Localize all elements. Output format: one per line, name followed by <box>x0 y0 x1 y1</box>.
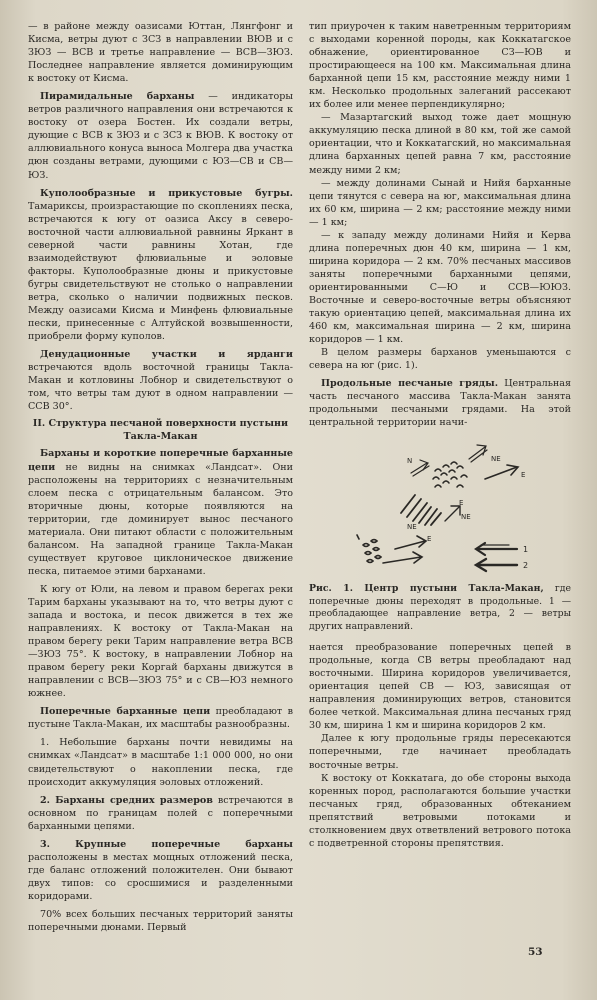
legend-arrow-2 <box>476 559 517 571</box>
term-transverse-chains: Поперечные барханные цепи <box>40 706 211 718</box>
label-e-right: E <box>521 471 526 480</box>
paragraph-pyramidal-dunes <box>28 90 293 181</box>
label-e-mid: E <box>459 499 464 508</box>
paragraph-transverse-chains <box>28 705 293 731</box>
right-column <box>309 20 571 850</box>
text-medium-barchans: встречаются в основном по границам полей с поперечными барханными цепями. <box>28 794 293 832</box>
label-ne-top: NE <box>491 455 501 464</box>
label-ne-left: NE <box>407 523 417 532</box>
page-number: 53 <box>528 946 543 958</box>
text-transverse-chains: преобладают в пустыне Такла-Макан, их масштабы разнообразны. <box>28 706 293 731</box>
filled-arrow-mid <box>445 506 460 521</box>
paragraph-transformation: нается преобразование поперечных цепей в продольные, когда СВ ветры преобладают над восточными. Ширина коридоров увеличивается, ориентация цепей СВ — ЮЗ, зависящая от направления доминирующих ветров, становится более четкой. Максимальная длина песчаных гряд 30 км, ширина 1 км и ширина коридоров 2 км. <box>309 642 571 732</box>
left-column <box>28 20 293 934</box>
outline-arrow-top <box>411 460 429 476</box>
legend-label-1: 1 <box>523 545 529 555</box>
paragraph-east-koktag: К востоку от Коккатага, до обе стороны выхода коренных пород, располагаются большие участки песчаных гряд, образованных обтеканием препятствий ветровыми потоками и столкновением двух ответвлений ветрового потока с подветренной стороны препятствия. <box>309 772 571 849</box>
paragraph-south-crossing: Далее к югу продольные гряды пересекаются поперечными, где начинает преобладать восточные ветры. <box>309 733 571 771</box>
paragraph-yardangs <box>28 348 293 413</box>
dune-cluster-middle <box>401 495 441 525</box>
outline-arrow-ne <box>469 445 487 462</box>
label-n: N <box>407 457 413 466</box>
paragraph-medium-barchans <box>28 794 293 833</box>
paragraph-tarim: К югу от Юли, на левом и правом берегах реки Тарим барханы указывают на то, что ветры дуют с запада и востока, и песок движется в тех же направлениях. К востоку от Такла-Макан на правом берегу реки Тарим направление ветра ВСВ—ЗЮЗ 75°. К востоку, в направлении Лобнор на правом берегу реки Коргай барханы движутся в направлении с ВСВ—ЗЮЗ 75° и с СВ—ЮЗ немного южнее. <box>28 583 293 700</box>
paragraph-dome-hillocks <box>28 187 293 344</box>
paragraph-large-barchans <box>28 838 293 903</box>
caption-title: Рис. 1. Центр пустыни Такла-Макан, <box>309 583 544 595</box>
paragraph-oases-winds: — в районе между оазисами Юттан, Лянгфонг и Кисма, ветры дуют с ЗСЗ в направлении ВЮВ и с ЗЮЗ — ВСВ и третье направление — ВСВ—ЗЮЗ. Последнее направление является доминирующим к востоку от Кисма. <box>28 21 293 85</box>
dune-cluster-top <box>433 462 467 487</box>
paragraph-koktag: тип приурочен к таким наветренным территориям с выходами коренной породы, как Коккатагское обнажение, ориентированное СЗ—ЮВ и простирающееся на 100 км. Максимальная длина барханной цепи 15 км, расстояние между ними 1 км. Несколько продольных залеганий рассекают их более или менее перпендикулярно; <box>309 21 571 111</box>
paragraph-mazartag: — Мазартагский выход тоже дает мощную аккумуляцию песка длиной в 80 км, той же самой ориентации, что и Коккатагский, но максимальная длина барханных цепей равна 7 км, расстояние между ними 2 км; <box>309 112 571 176</box>
paragraph-small-barchans: 1. Небольшие барханы почти невидимы на снимках «Ландсат» в масштабе 1:1 000 000, но они свидетельствуют о накоплении песка, где происходит аккумуляция эоловых отложений. <box>28 737 293 788</box>
term-longitudinal-ridges: Продольные песчаные гряды. <box>321 378 499 390</box>
label-ne-mid: NE <box>461 513 471 522</box>
section-heading: II. Структура песчаной поверхности пустыни Такла-Макан <box>32 418 289 443</box>
filled-arrow-right <box>485 465 518 479</box>
term-dome-hillocks: Куполообразные и прикустовые бугры. <box>40 187 293 199</box>
term-yardangs: Денудационные участки и ярданги <box>40 349 293 361</box>
label-e-bottom: E <box>427 535 432 544</box>
text-pyramidal-dunes: — индикаторы ветров различного направления они встречаются к востоку от озера Бостен. Их создали ветры, дующие с ВСВ к ЗЮЗ и с ЗСЗ к ВЮВ. К востоку от аллювиального конуса выноса Молгера два участка дюн созданы ветрами, дующими с ЮЗ—СВ и СВ—ЮЗ. <box>28 91 293 181</box>
figure-caption <box>309 583 571 633</box>
paragraph-longitudinal-ridges <box>309 377 571 429</box>
term-large-barchans: 3. Крупные поперечные барханы <box>40 838 293 850</box>
text-longitudinal-ridges: Центральная часть песчаного массива Такла-Макан занята продольными песчаными грядами. На этой центральной территории начи- <box>309 378 571 429</box>
paragraph-seventy-percent: 70% всех больших песчаных территорий заняты поперечными дюнами. Первый <box>28 909 293 934</box>
caption-text <box>309 583 571 633</box>
text-yardangs: встречаются вдоль восточной границы Такла-Макан и котловины Лобнор и свидетельствуют о том, что ветры там дуют в одном направлении — ССВ 30°. <box>28 362 293 413</box>
term-medium-barchans: 2. Барханы средних размеров <box>40 794 213 806</box>
text-barchans: не видны на снимках «Ландсат». Они расположены на территориях с незначительным слоем песка с отрицательным балансом. Это вторичные дюны, которые появляются на территории, где доминирует вынос песчаного материала. Они питают области с положительным балансом. На западной границе Такла-Макан существует круговое циклоническое движение песка, питаемое этими барханами. <box>28 461 293 577</box>
dune-arrows-diagram <box>309 437 571 577</box>
figure-dune-diagram <box>309 437 571 577</box>
paragraph-niya-kerva: — к западу между долинами Нийя и Керва длина поперечных дюн 40 км, ширина — 1 км, ширина коридора — 2 км. 70% песчаных массивов заняты поперечными барханными цепями, ориентированными С—Ю и ССВ—ЮЮЗ. Восточные и северо-восточные ветры объясняют такую ориентацию цепей, максимальная длина их 460 км, максимальная ширина — 2 км, ширина коридоров — 1 км. <box>309 229 571 346</box>
legend-arrow-1 <box>476 543 517 555</box>
caption-body: где поперечные дюны переходят в продольные. 1 — преобладающее направление ветра, 2 — ветры других направлений. <box>309 583 571 632</box>
paragraph-synai-niya: — между долинами Сынай и Нийя барханные цепи тянутся с севера на юг, максимальная длина их 60 км, ширина — 2 км; расстояние между ними — 1 км; <box>309 177 571 228</box>
legend-label-2: 2 <box>523 561 529 571</box>
term-pyramidal-dunes: Пирамидальные барханы <box>40 91 195 103</box>
paragraph-size-decrease: В целом размеры барханов уменьшаются с севера на юг (рис. 1). <box>309 347 571 372</box>
paragraph-barchans <box>28 447 293 577</box>
dune-cluster-bottom <box>357 535 381 563</box>
text-dome-hillocks: Тамариксы, произрастающие по скоплениях песка, встречаются к югу от оазиса Аксу в северо-восточной части аллювиальной равнины Яркант в северной части равнины Хотан, где взаимодействуют флювиальные и эоловые факторы. Куполообразные дюны и прикустовые бугры свидетельствуют не столько о направлении ветра, сколько о наличии подвижных песков. Между оазисами Кисма и Минфень флювиальные пески, принесенные с Алтуйской возвышенности, приобрели форму куполов. <box>28 200 293 343</box>
text-large-barchans: расположены в местах мощных отложений песка, где баланс отложений положителен. Они бывают двух типов: со сросшимися и разделенными коридорами. <box>28 851 293 902</box>
arrows-bottom <box>383 536 426 563</box>
term-barchans: Барханы и короткие поперечные барханные цепи <box>28 448 293 473</box>
